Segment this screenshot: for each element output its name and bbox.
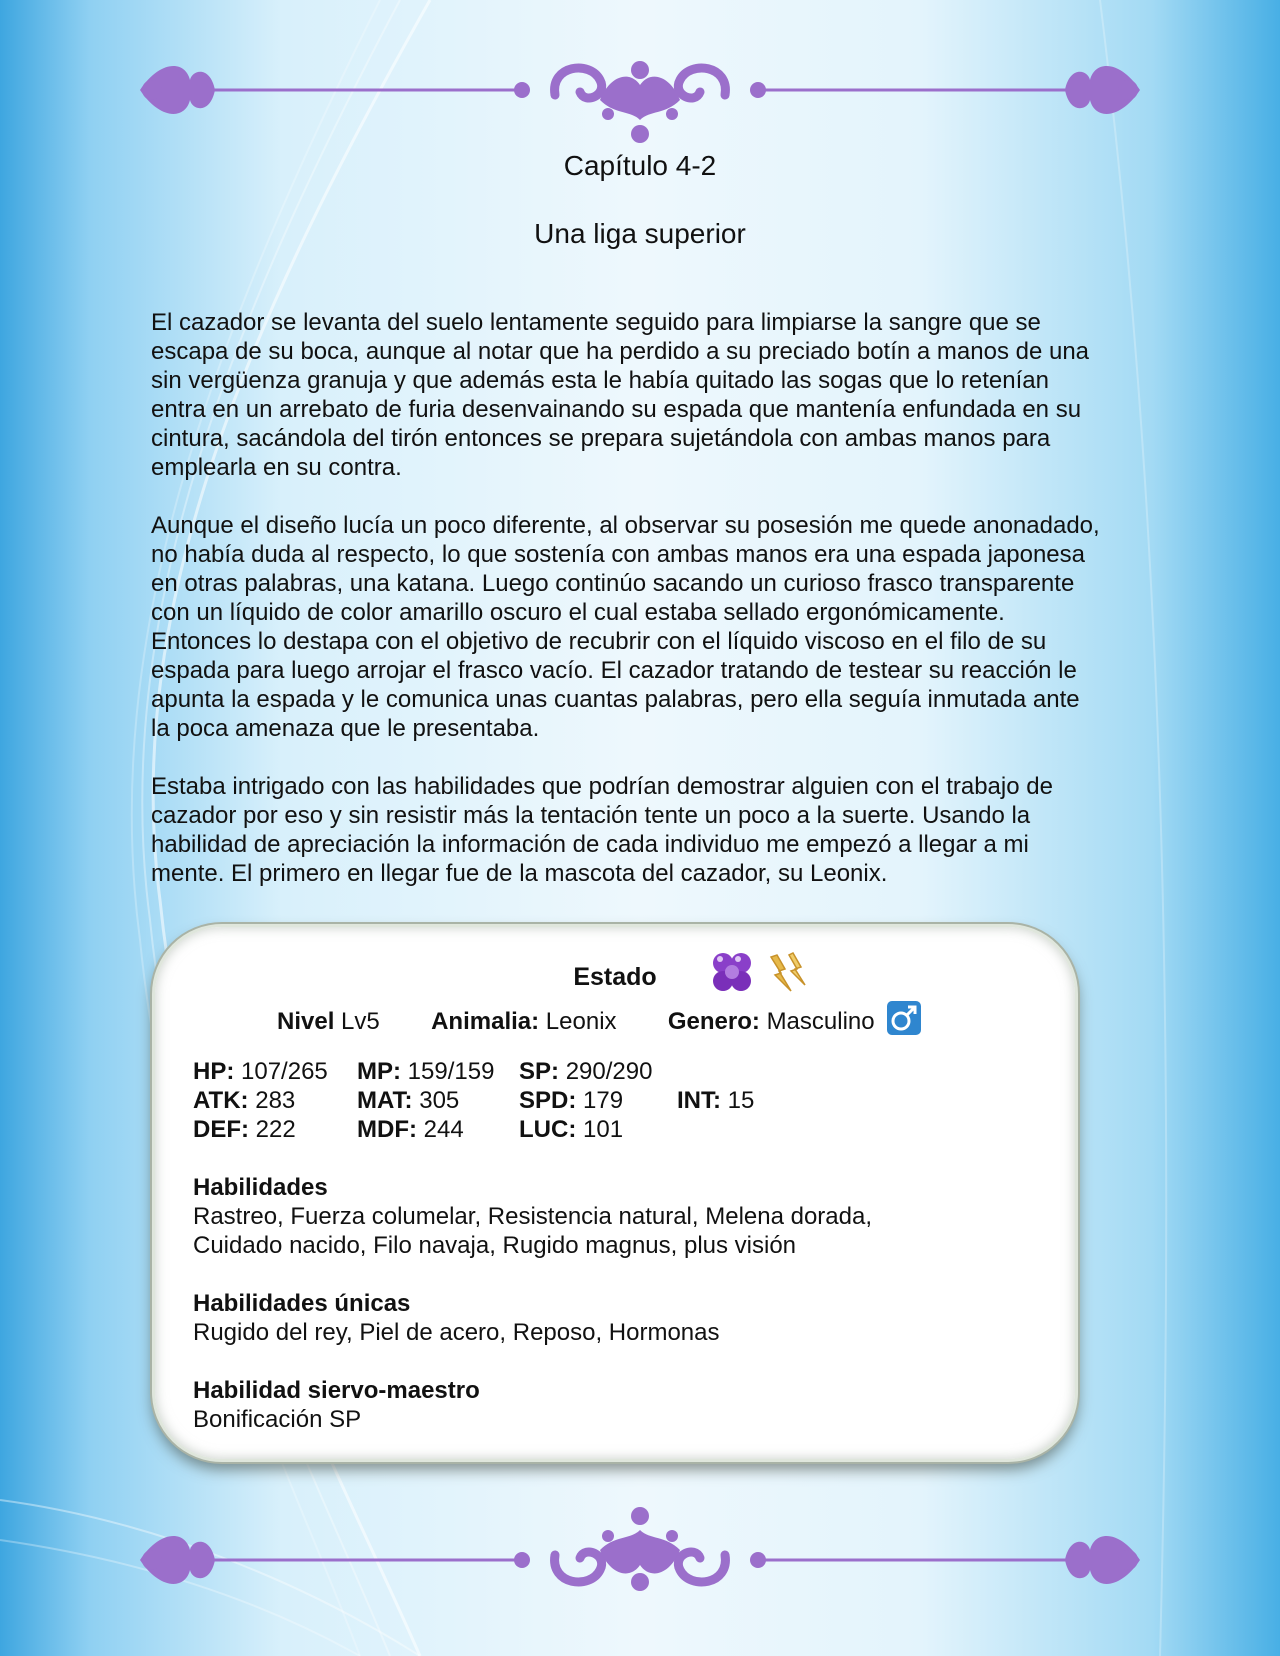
skills-list-line: Cuidado nacido, Filo navaja, Rugido magnus, plus visión	[193, 1232, 797, 1259]
stat-luc: LUC: 101	[519, 1116, 624, 1143]
stat-empty	[677, 1115, 797, 1144]
unique-skills-heading: Habilidades únicas	[193, 1290, 411, 1317]
servant-skill-section	[193, 1376, 1033, 1434]
paragraph: El cazador se levanta del suelo lentamente seguido para limpiarse la sangre que se escapa de su boca, aunque al notar que ha perdido a su preciado botín a manos de una sin vergüenza granuja y que además esta le había quitado las sogas que lo retenían entra en un arrebato de furia desenvainando su espada que mantenía enfundada en su cintura, sacándola del tirón entonces se prepara sujetándola con ambas manos para emplearla en su contra.	[151, 309, 1090, 481]
servant-skill-heading: Habilidad siervo-maestro	[193, 1377, 480, 1404]
paragraph: Aunque el diseño lucía un poco diferente, al observar su posesión me quede anonadado, no había duda al respecto, lo que sostenía con ambas manos era una espada japonesa en otras palabras, una katana. Luego continúo sacando un curioso frasco transparente con un líquido de color amarillo oscuro el cual estaba sellado ergonómicamente. Entonces lo destapa con el objetivo de recubrir con el líquido viscoso en el filo de su espada para luego arrojar el frasco vacío. El cazador tratando de testear su reacción le apunta la espada y le comunica unas cuantas palabras, pero ella seguía inmutada ante la poca amenaza que le presentaba.	[151, 512, 1100, 742]
bottom-flourish-ornament	[130, 1500, 1150, 1610]
stat-atk: ATK: 283	[193, 1087, 296, 1114]
stats-grid	[193, 1057, 797, 1144]
stat-mat: MAT: 305	[357, 1087, 460, 1114]
skills-section	[193, 1173, 1033, 1260]
stat-hp: HP: 107/265	[193, 1058, 328, 1085]
stat-sp: SP: 290/290	[519, 1058, 653, 1085]
purple-orb-icon	[713, 953, 751, 991]
status-badge-icons	[705, 947, 825, 997]
stat-empty	[677, 1057, 797, 1086]
stat-mdf: MDF: 244	[357, 1116, 464, 1143]
story-text	[151, 308, 1101, 917]
animalia-value: Leonix	[545, 1008, 617, 1035]
skills-list-line: Rastreo, Fuerza columelar, Resistencia natural, Melena dorada,	[193, 1203, 873, 1230]
status-title	[155, 963, 1075, 992]
status-card	[152, 924, 1078, 1462]
top-flourish-ornament	[130, 40, 1150, 150]
gold-lightning-icon	[771, 953, 805, 991]
gender-value: Masculino	[766, 1008, 875, 1035]
animalia-label: Animalia:	[431, 1008, 540, 1035]
stat-spd: SPD: 179	[519, 1087, 624, 1114]
male-symbol-icon	[887, 1001, 921, 1035]
gender-label: Genero:	[667, 1008, 760, 1035]
unique-skills-list: Rugido del rey, Piel de acero, Reposo, Hormonas	[193, 1319, 720, 1346]
paragraph: Estaba intrigado con las habilidades que podrían demostrar alguien con el trabajo de cazador por eso y sin resistir más la tentación tente un poco a la suerte. Usando la habilidad de apreciación la información de cada individuo me empezó a llegar a mi mente. El primero en llegar fue de la mascota del cazador, su Leonix.	[151, 773, 1053, 887]
stat-mp: MP: 159/159	[357, 1058, 495, 1085]
chapter-title: Una liga superior	[534, 218, 746, 249]
status-title-text: Estado	[573, 963, 657, 991]
chapter-number: Capítulo 4-2	[563, 150, 717, 181]
level-label: Nivel	[277, 1008, 335, 1035]
status-info-row	[277, 1001, 921, 1036]
level-value: Lv5	[341, 1008, 380, 1035]
unique-skills-section	[193, 1289, 1033, 1347]
stat-def: DEF: 222	[193, 1116, 296, 1143]
stat-int: INT: 15	[677, 1087, 755, 1114]
skills-heading: Habilidades	[193, 1174, 328, 1201]
servant-skill-text: Bonificación SP	[193, 1406, 362, 1433]
